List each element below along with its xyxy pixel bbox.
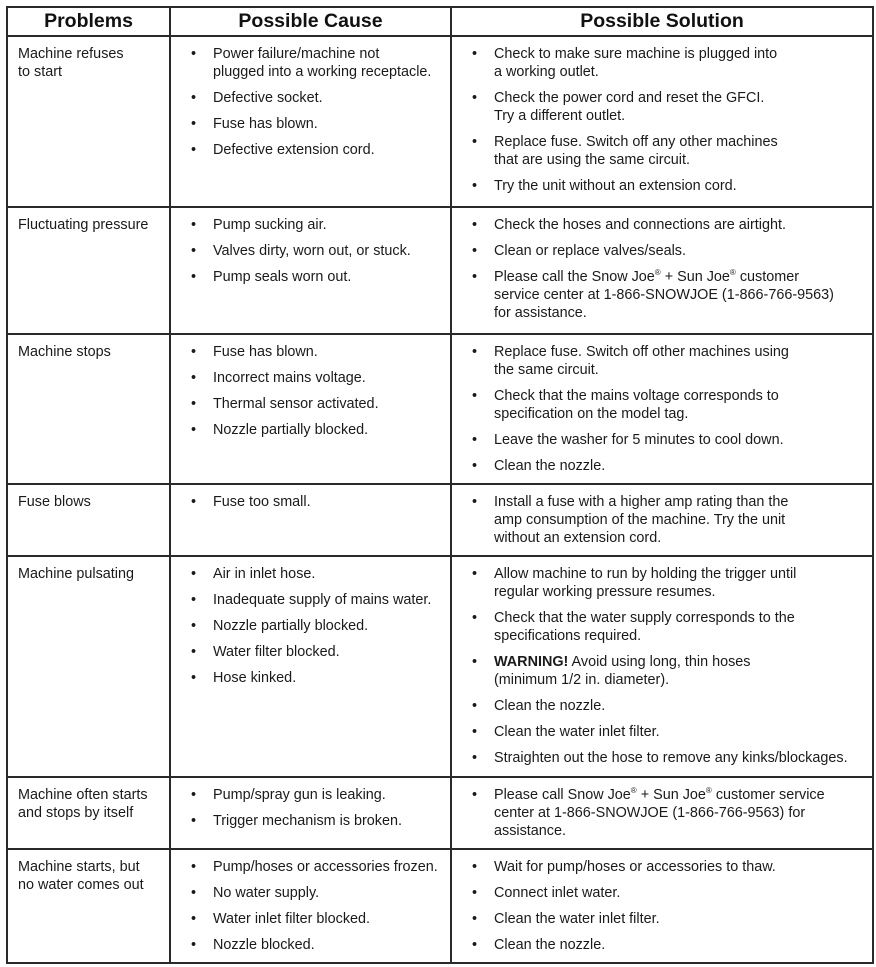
cause-list [181,565,440,687]
list-item [181,268,440,286]
bullet-icon: • [472,654,478,670]
problem-text: Machine starts, but no water comes out [18,859,144,893]
solution-text: Please call the Snow Joe® + Sun Joe® customer service center at 1-866-SNOWJOE (1-866-766-9563) for assistance. [494,268,834,321]
solution-text: Clean the nozzle. [494,698,606,714]
bullet-icon: • [472,787,478,803]
header-possible-solution: Possible Solution [451,7,873,36]
problem-cell [7,849,170,963]
cause-text: Fuse has blown. [213,116,318,132]
solution-text: Replace fuse. Switch off other machines using the same circuit. [494,344,789,378]
bullet-icon: • [472,134,478,150]
solution-list [462,343,862,475]
solution-list [462,493,862,547]
solution-cell [451,484,873,556]
bullet-icon: • [191,217,197,233]
bullet-icon: • [472,217,478,233]
solution-text: Check to make sure machine is plugged into a working outlet. [494,46,778,80]
bullet-icon: • [191,243,197,259]
bullet-icon: • [191,859,197,875]
bullet-icon: • [472,859,478,875]
cause-text: Pump seals worn out. [213,269,352,285]
bullet-icon: • [191,494,197,510]
cause-cell [170,849,451,963]
solution-text: Allow machine to run by holding the trigger until regular working pressure resumes. [494,566,797,600]
list-item [462,387,862,423]
cause-text: Defective socket. [213,90,323,106]
list-item [181,45,440,81]
list-item [181,216,440,234]
bullet-icon: • [191,592,197,608]
list-item [462,723,862,741]
cause-list [181,858,440,954]
bullet-icon: • [191,885,197,901]
solution-list [462,786,862,840]
bullet-icon: • [472,885,478,901]
list-item [462,858,862,876]
cause-text: Water filter blocked. [213,644,340,660]
solution-text: Install a fuse with a higher amp rating than the amp consumption of the machine. Try the unit without an extension cord. [494,494,789,546]
list-item [462,910,862,928]
list-item [181,89,440,107]
problem-cell [7,556,170,777]
cause-text: Water inlet filter blocked. [213,911,371,927]
problem-text: Machine refuses to start [18,46,124,80]
solution-text: Clean or replace valves/seals. [494,243,686,259]
list-item [462,457,862,475]
cause-text: Defective extension cord. [213,142,375,158]
bullet-icon: • [472,750,478,766]
header-problems: Problems [7,7,170,36]
solution-text: Please call Snow Joe® + Sun Joe® customer service center at 1-866-SNOWJOE (1-866-766-9563) for assistance. [494,786,825,839]
solution-text: Leave the washer for 5 minutes to cool down. [494,432,784,448]
solution-list [462,565,862,767]
list-item [462,936,862,954]
problem-cell [7,36,170,207]
list-item [181,617,440,635]
problem-text: Machine pulsating [18,566,134,582]
bullet-icon: • [191,566,197,582]
cause-text: Fuse too small. [213,494,311,510]
bullet-icon: • [191,670,197,686]
bullet-icon: • [472,243,478,259]
solution-text: Replace fuse. Switch off any other machines that are using the same circuit. [494,134,778,168]
list-item [462,493,862,547]
list-item [462,431,862,449]
cause-text: Pump/spray gun is leaking. [213,787,386,803]
bullet-icon: • [472,178,478,194]
list-item [181,936,440,954]
table-body [7,36,873,963]
bullet-icon: • [191,618,197,634]
list-item [181,591,440,609]
table-row [7,777,873,849]
list-item [462,884,862,902]
bullet-icon: • [472,90,478,106]
list-item [462,565,862,601]
cause-text: No water supply. [213,885,320,901]
list-item [181,493,440,511]
cause-cell [170,36,451,207]
bullet-icon: • [472,937,478,953]
cause-list [181,216,440,286]
bullet-icon: • [191,787,197,803]
cause-text: Incorrect mains voltage. [213,370,366,386]
list-item [462,45,862,81]
bullet-icon: • [191,116,197,132]
cause-text: Nozzle partially blocked. [213,618,369,634]
list-item [181,910,440,928]
header-row [7,7,873,36]
list-item [181,369,440,387]
list-item [181,643,440,661]
bullet-icon: • [191,644,197,660]
cause-text: Thermal sensor activated. [213,396,379,412]
cause-cell [170,556,451,777]
bullet-icon: • [191,813,197,829]
cause-text: Air in inlet hose. [213,566,316,582]
solution-list [462,45,862,195]
bullet-icon: • [472,494,478,510]
problem-text: Fluctuating pressure [18,217,149,233]
solution-text: Check that the mains voltage corresponds to specification on the model tag. [494,388,779,422]
table-row [7,334,873,484]
bullet-icon: • [472,458,478,474]
cause-text: Inadequate supply of mains water. [213,592,432,608]
cause-text: Trigger mechanism is broken. [213,813,403,829]
solution-text: WARNING! Avoid using long, thin hoses (minimum 1/2 in. diameter). [494,654,751,688]
list-item [181,141,440,159]
bullet-icon: • [472,698,478,714]
list-item [181,421,440,439]
solution-cell [451,334,873,484]
problem-cell [7,484,170,556]
cause-list [181,45,440,159]
solution-cell [451,36,873,207]
cause-list [181,343,440,439]
cause-cell [170,484,451,556]
cause-list [181,786,440,830]
table-row [7,556,873,777]
bullet-icon: • [191,911,197,927]
list-item [462,89,862,125]
solution-text: Clean the water inlet filter. [494,911,660,927]
list-item [462,242,862,260]
solution-cell [451,207,873,334]
bullet-icon: • [472,566,478,582]
solution-cell [451,556,873,777]
solution-cell [451,777,873,849]
list-item [181,786,440,804]
list-item [462,343,862,379]
problem-text: Fuse blows [18,494,91,510]
problem-text: Machine often starts and stops by itself [18,787,148,821]
problem-cell [7,207,170,334]
bullet-icon: • [191,142,197,158]
solution-text: Connect inlet water. [494,885,621,901]
troubleshooting-table [6,6,874,964]
bullet-icon: • [191,90,197,106]
bullet-icon: • [472,46,478,62]
solution-cell [451,849,873,963]
cause-list [181,493,440,511]
cause-text: Hose kinked. [213,670,297,686]
solution-text: Check the power cord and reset the GFCI. Try a different outlet. [494,90,765,124]
solution-text: Straighten out the hose to remove any kinks/blockages. [494,750,848,766]
cause-cell [170,207,451,334]
table-row [7,849,873,963]
bullet-icon: • [191,422,197,438]
solution-list [462,216,862,322]
cause-cell [170,777,451,849]
bullet-icon: • [472,344,478,360]
list-item [181,858,440,876]
bullet-icon: • [191,370,197,386]
solution-text: Wait for pump/hoses or accessories to thaw. [494,859,776,875]
bullet-icon: • [191,937,197,953]
bullet-icon: • [191,269,197,285]
cause-text: Fuse has blown. [213,344,318,360]
bullet-icon: • [472,388,478,404]
table-row [7,36,873,207]
list-item [181,242,440,260]
solution-text: Clean the water inlet filter. [494,724,660,740]
header-possible-cause: Possible Cause [170,7,451,36]
cause-text: Pump/hoses or accessories frozen. [213,859,438,875]
list-item [462,177,862,195]
list-item [462,609,862,645]
bullet-icon: • [472,610,478,626]
bullet-icon: • [191,344,197,360]
bullet-icon: • [191,46,197,62]
bullet-icon: • [472,911,478,927]
list-item [181,395,440,413]
solution-list [462,858,862,954]
bullet-icon: • [472,432,478,448]
list-item [181,343,440,361]
bullet-icon: • [472,269,478,285]
problem-text: Machine stops [18,344,111,360]
table-row [7,207,873,334]
solution-text: Clean the nozzle. [494,458,606,474]
bullet-icon: • [191,396,197,412]
list-item [462,653,862,689]
solution-text: Clean the nozzle. [494,937,606,953]
solution-text: Try the unit without an extension cord. [494,178,737,194]
cause-text: Pump sucking air. [213,217,327,233]
list-item [181,812,440,830]
table-row [7,484,873,556]
problem-cell [7,334,170,484]
list-item [462,216,862,234]
list-item [462,786,862,840]
list-item [462,133,862,169]
list-item [181,669,440,687]
list-item [181,884,440,902]
cause-text: Nozzle blocked. [213,937,315,953]
problem-cell [7,777,170,849]
cause-cell [170,334,451,484]
list-item [462,749,862,767]
list-item [462,697,862,715]
cause-text: Power failure/machine not plugged into a working receptacle. [213,46,432,80]
list-item [181,565,440,583]
solution-text: Check that the water supply corresponds to the specifications required. [494,610,795,644]
bullet-icon: • [472,724,478,740]
list-item [462,268,862,322]
cause-text: Valves dirty, worn out, or stuck. [213,243,411,259]
solution-text: Check the hoses and connections are airtight. [494,217,786,233]
cause-text: Nozzle partially blocked. [213,422,369,438]
list-item [181,115,440,133]
